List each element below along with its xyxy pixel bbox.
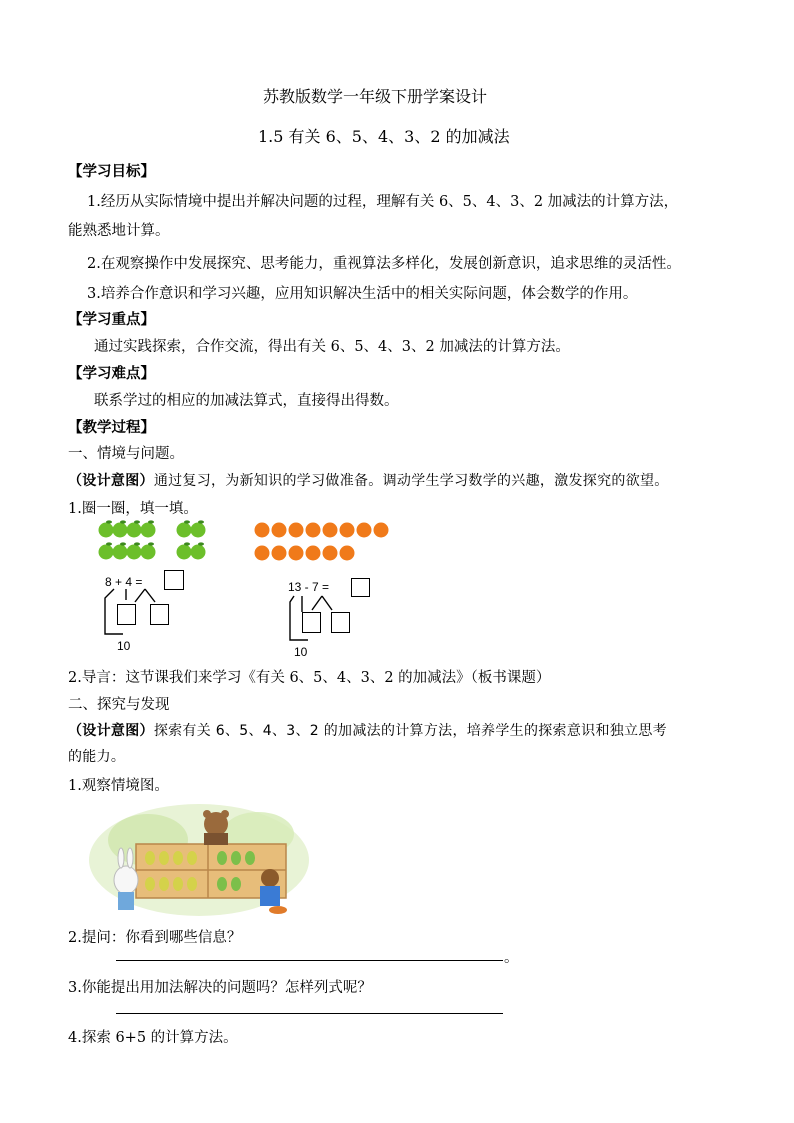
apple [113,545,128,560]
part-1-heading: 一、情境与问题。 [68,446,184,462]
orange [272,523,287,538]
addition-question: 3.你能提出用加法解决的问题吗？怎样列式呢？ [68,980,372,996]
goal-2: 2.在观察操作中发展探究、思考能力，重视算法多样化，发展创新意识，追求思维的灵活性。 [87,256,681,272]
oranges-group [255,523,389,561]
apple [191,523,206,538]
goal-1-line-2: 能熟悉地计算。 [68,223,170,239]
apple-leaf [184,542,190,545]
orange [289,546,304,561]
apple-leaf [148,520,154,523]
document-title: 苏教版数学一年级下册学案设计 [263,87,488,106]
addition-expression: 8 + 4 = [105,575,143,589]
goal-1-line-1: 1.经历从实际情境中提出并解决问题的过程，理解有关 6、5、4、3、2 加减法的计算方法， [87,194,679,210]
design-intent-2-line-2: 的能力。 [68,749,126,765]
lesson-subtitle: 1.5 有关 6、5、4、3、2 的加减法 [258,127,510,146]
answer-line-2[interactable] [116,1013,503,1014]
orange [306,523,321,538]
bear-pear-scene-image [88,800,310,918]
apples-group [99,520,206,559]
apple [177,545,192,560]
apple-leaf [106,520,112,523]
apple [127,523,142,538]
design-intent-text: 探索有关 6、5、4、3、2 的加减法的计算方法，培养学生的探索意识和独立思考 [153,723,667,739]
design-intent-text: 通过复习，为新知识的学习做准备。调动学生学习数学的兴趣，激发探究的欲望。 [153,473,669,489]
split-number-left: 10 [117,639,131,653]
question-1: 1.圈一圈，填一填。 [68,501,198,517]
goal-3: 3.培养合作意识和学习兴趣，应用知识解决生活中的相关实际问题，体会数学的作用。 [87,286,638,302]
split-lines-left [95,586,185,654]
orange [289,523,304,538]
difficulty-text: 联系学过的相应的加减法算式，直接得出得数。 [94,393,399,409]
apple [141,523,156,538]
apple-leaf [120,520,126,523]
apple [177,523,192,538]
explore-question: 4.探索 6+5 的计算方法。 [68,1030,238,1046]
apple [191,545,206,560]
design-intent-label: （设计意图） [68,473,154,489]
split-box-right-1[interactable] [302,612,321,633]
apple-leaf [184,520,190,523]
orange [255,546,270,561]
design-intent-1 [68,470,669,490]
key-point-text: 通过实践探索，合作交流，得出有关 6、5、4、3、2 加减法的计算方法。 [94,339,570,355]
question-2: 2.导言：这节课我们来学习《有关 6、5、4、3、2 的加减法》（板书课题） [68,670,551,686]
apple [113,523,128,538]
apple [141,545,156,560]
subtraction-expression: 13 - 7 = [288,580,330,594]
process-heading: 【教学过程】 [68,419,155,436]
split-box-right-2[interactable] [331,612,350,633]
apple-leaf [198,520,204,523]
key-point-heading: 【学习重点】 [68,311,155,328]
apple [127,545,142,560]
orange [323,523,338,538]
answer-line-1[interactable] [116,960,503,961]
orange [272,546,287,561]
fruit-illustration [92,518,402,568]
split-box-left-1[interactable] [117,604,136,625]
design-intent-2-line-1 [68,720,667,740]
apple-leaf [198,542,204,545]
orange [374,523,389,538]
apple-leaf [148,542,154,545]
apple-leaf [134,542,140,545]
apple [99,523,114,538]
orange [306,546,321,561]
apple [99,545,114,560]
ask-question: 2.提问：你看到哪些信息？ [68,930,242,946]
apple-leaf [106,542,112,545]
orange [357,523,372,538]
bear-shopkeeper [203,810,229,845]
orange [340,546,355,561]
orange [323,546,338,561]
design-intent-label: （设计意图） [68,723,154,739]
apple-leaf [134,520,140,523]
orange [255,523,270,538]
goals-heading: 【学习目标】 [68,163,155,180]
part-2-heading: 二、探究与发现 [68,697,170,713]
orange [340,523,355,538]
difficulty-heading: 【学习难点】 [68,365,155,382]
observe-question: 1.观察情境图。 [68,778,169,794]
apple-leaf [120,542,126,545]
answer-line-1-end: 。 [504,950,519,966]
split-number-right: 10 [294,645,308,659]
split-box-left-2[interactable] [150,604,169,625]
